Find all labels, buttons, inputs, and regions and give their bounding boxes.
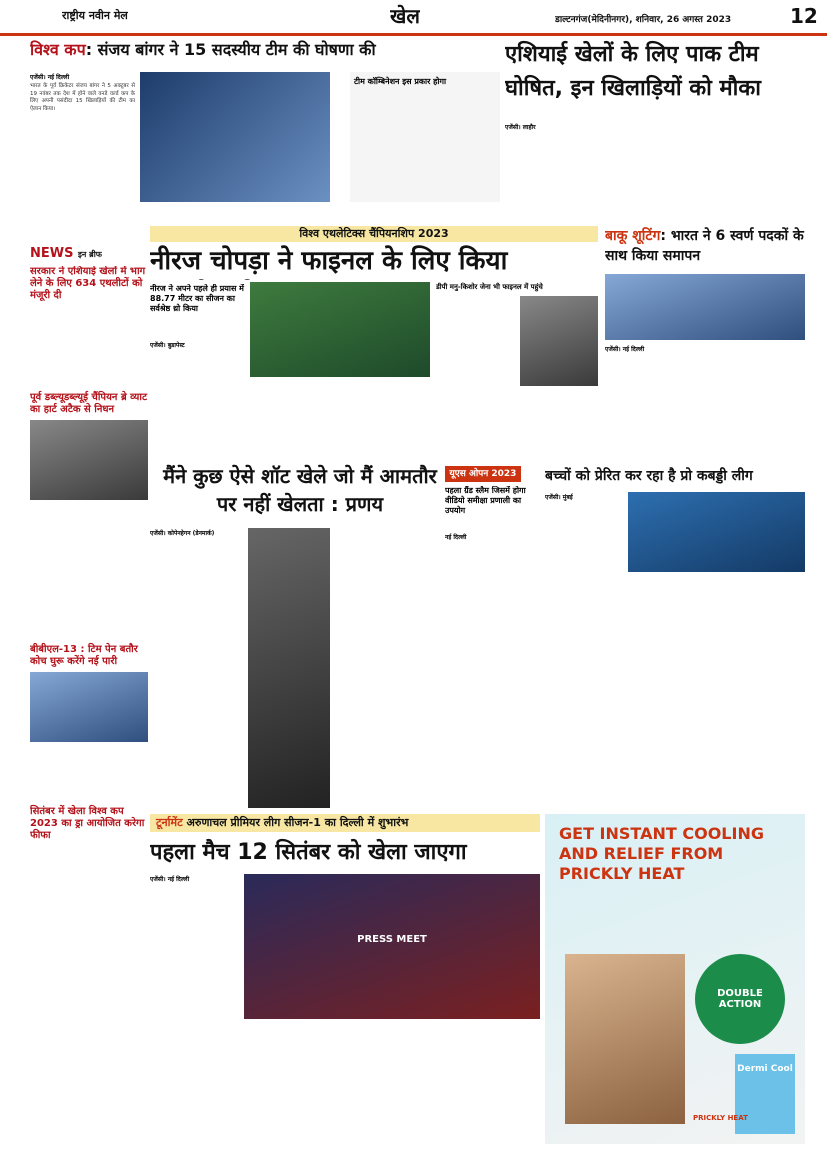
sidebar-item-headline: सरकार ने एशियाई खेलों में भाग लेने के लिए 634 एथलीटों को मंजूरी दी (30, 266, 146, 301)
world-cup-dateline: एजेंसी। नई दिल्ली (30, 74, 70, 81)
manu-jena-headline: डीपी मनु-किशोर जेना भी फाइनल में पहुंचे (436, 283, 543, 291)
paper-logo: राष्ट्रीय नवीन मेल (62, 9, 128, 22)
neeraj-body-2 (250, 380, 430, 450)
arunachal-dateline: एजेंसी। नई दिल्ली (150, 876, 190, 883)
kabaddi-photo (628, 492, 805, 572)
sidebar-item-headline: बीबीएल-13 : टिम पेन बतौर कोच घुरू करेंगे नई पारी (30, 644, 138, 667)
manu-jena-photo (520, 296, 598, 386)
dateline: डाल्टनगंज(मेदिनीनगर), शनिवार, 26 अगस्त 2023 (555, 15, 732, 25)
inset-title: टीम कॉम्बिनेशन इस प्रकार होगा (354, 77, 447, 86)
advert-tag: PRICKLY HEAT (693, 1114, 748, 1122)
neeraj-dateline: एजेंसी। बुडापेस्ट (150, 342, 185, 349)
arunachal-photo (244, 874, 540, 1019)
world-cup-headline (30, 38, 498, 68)
news-badge (30, 246, 102, 261)
sidebar-item-headline: पूर्व डब्ल्यूडब्ल्यूई चैंपियन ब्रे व्याट का हार्ट अटैक से निधन (30, 392, 147, 415)
kabaddi-dateline: एजेंसी। मुंबई (545, 494, 573, 501)
neeraj-subhead: नीरज ने अपने पहले ही प्रयास में 88.77 मीटर का सीजन का सर्वश्रेष्ठ थ्रो किया (150, 284, 244, 313)
neeraj-photo (250, 282, 430, 377)
arunachal-body (150, 874, 240, 1144)
advert-text (545, 814, 805, 894)
us-open-dateline: नई दिल्ली (445, 534, 467, 541)
dermicool-advert (545, 814, 805, 1144)
news-label: NEWS (30, 246, 74, 261)
us-open-headline: पहला ग्रैंड स्लैम जिसमें होगा वीडियो समीक्षा प्रणाली का उपयोग (445, 486, 526, 515)
kabaddi-body (545, 492, 625, 572)
world-cup-inset (350, 72, 500, 202)
product-bottle: Dermi Cool (735, 1054, 795, 1134)
pranay-body (150, 528, 245, 808)
advert-line-2: AND RELIEF FROM (559, 844, 724, 863)
world-cup-body (30, 72, 135, 222)
world-cup-title: : संजय बांगर ने 15 सदस्यीय टीम की घोषणा की (85, 40, 376, 59)
neeraj-body (150, 340, 245, 450)
us-open-pill: यूएस ओपन 2023 (445, 466, 521, 482)
tim-paine-photo (30, 672, 148, 742)
sidebar-item-headline: सितंबर में खेला विश्व कप 2023 का ड्रा आयोजित करेगा फीफा (30, 806, 145, 841)
sidebar-item-body (30, 504, 148, 644)
neeraj-headline: नीरज चोपड़ा ने फाइनल के लिए किया (150, 246, 508, 276)
asian-games-dateline: एजेंसी। लाहौर (505, 124, 536, 131)
sanjay-bangar-photo (140, 72, 330, 202)
asian-games-body (505, 122, 805, 222)
advert-line-3: PRICKLY HEAT (559, 864, 685, 883)
baku-kicker: बाकू शूटिंग (605, 228, 661, 244)
world-cup-kicker: विश्व कप (30, 40, 86, 59)
advert-line-1: GET INSTANT COOLING (559, 824, 764, 843)
bray-wyatt-photo (30, 420, 148, 500)
world-cup-text: भारत के पूर्व क्रिकेटर संजय बांगर ने 5 अक्टूबर से 19 नवंबर तक देश में होने वाले वनडे वर्ल्ड कप के लिए अपनी पसंदीदा 15 खिलाड़ियों की टीम का ऐलान किया। (30, 83, 135, 112)
arunachal-body-2 (244, 1022, 540, 1144)
baku-title: : भारत ने 6 स्वर्ण पदकों के साथ किया समापन (605, 228, 804, 264)
sidebar-item-body (30, 746, 148, 806)
us-open-body (445, 532, 541, 808)
section-title: खेल (390, 4, 420, 28)
page-number: 12 (790, 4, 818, 28)
kabaddi-headline: बच्चों को प्रेरित कर रहा है प्रो कबड्डी लीग (545, 468, 753, 484)
arunachal-headline: पहला मैच 12 सितंबर को खेला जाएगा (150, 840, 467, 865)
arunachal-kicker: टूर्नामेंट (156, 816, 183, 829)
pranay-body-2 (332, 528, 440, 808)
double-action-badge: DOUBLE ACTION (695, 954, 785, 1044)
arunachal-band-title: अरुणाचल प्रीमियर लीग सीजन-1 का दिल्ली में शुभारंभ (186, 816, 409, 829)
baku-headline (605, 226, 805, 270)
sidebar-item-body (30, 302, 148, 392)
stage-banner: PRESS MEET (357, 934, 427, 945)
asian-games-headline: एशियाई खेलों के लिए पाक टीम घोषित, इन खिलाड़ियों को मौका (505, 42, 761, 101)
pranay-photo (248, 528, 330, 808)
manu-jena-body (436, 296, 516, 386)
pranay-dateline: एजेंसी। कोपेनहेगन (डेनमार्क) (150, 530, 215, 537)
news-tag: इन ब्रीफ (78, 250, 102, 259)
arunachal-band (150, 814, 540, 832)
news-sidebar (30, 266, 148, 1146)
baku-body (605, 344, 805, 450)
kabaddi-body-2 (545, 576, 805, 808)
baku-dateline: एजेंसी। नई दिल्ली (605, 346, 645, 353)
advert-model-photo (565, 954, 685, 1124)
world-athletics-band: विश्व एथलेटिक्स चैंपियनशिप 2023 (150, 226, 598, 242)
baku-medal-photo (605, 274, 805, 340)
pranay-headline: मैंने कुछ ऐसे शॉट खेले जो मैं आमतौर पर नहीं खेलता : प्रणय (163, 464, 437, 516)
